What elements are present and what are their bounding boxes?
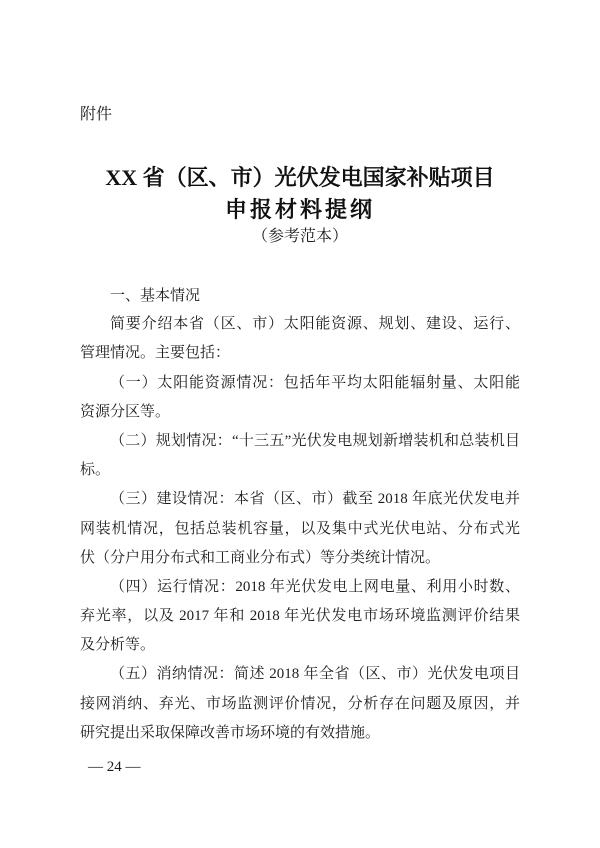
paragraph-item-4 bbox=[80, 573, 520, 661]
paragraph-line: 资源分区等。 bbox=[80, 403, 171, 420]
document-title-line-1: XX 省（区、市）光伏发电国家补贴项目 bbox=[105, 165, 495, 190]
paragraph-line: （五）消纳情况：简述 2018 年全省（区、市）光伏发电项目 bbox=[110, 666, 520, 683]
document-subtitle: （参考范本） bbox=[251, 228, 348, 245]
paragraph-item-1 bbox=[80, 369, 520, 427]
paragraph-line: 伏（分户用分布式和工商业分布式）等分类统计情况。 bbox=[80, 549, 441, 566]
document-body bbox=[80, 281, 520, 748]
paragraph-line: 管理情况。主要包括： bbox=[80, 345, 231, 362]
page-number: — 24 — bbox=[88, 759, 141, 775]
attachment-label: 附件 bbox=[80, 106, 113, 123]
paragraph-line: 简要介绍本省（区、市）太阳能资源、规划、建设、运行、 bbox=[110, 316, 520, 333]
paragraph-line: 研究提出采取保障改善市场环境的有效措施。 bbox=[80, 724, 381, 741]
paragraph-line: （三）建设情况：本省（区、市）截至 2018 年底光伏发电并 bbox=[110, 491, 520, 508]
paragraph-item-3 bbox=[80, 485, 520, 573]
paragraph-line: 及分析等。 bbox=[80, 637, 156, 654]
paragraph-line: （四）运行情况：2018 年光伏发电上网电量、利用小时数、 bbox=[110, 578, 520, 595]
paragraph-line: 网装机情况，包括总装机容量，以及集中式光伏电站、分布式光 bbox=[80, 520, 520, 537]
paragraph-item-2 bbox=[80, 427, 520, 485]
paragraph-line: （一）太阳能资源情况：包括年平均太阳能辐射量、太阳能 bbox=[110, 374, 520, 391]
section-heading: 一、基本情况 bbox=[110, 287, 201, 304]
paragraph-line: 弃光率，以及 2017 年和 2018 年光伏发电市场环境监测评价结果 bbox=[80, 608, 520, 625]
paragraph-line: 接网消纳、弃光、市场监测评价情况，分析存在问题及原因，并 bbox=[80, 695, 520, 712]
paragraph-item-5 bbox=[80, 660, 520, 748]
paragraph-intro bbox=[80, 310, 520, 368]
paragraph-line: 标。 bbox=[80, 462, 111, 479]
document-title-line-2: 申报材料提纲 bbox=[224, 197, 375, 222]
paragraph-line: （二）规划情况：“十三五”光伏发电规划新增装机和总装机目 bbox=[110, 432, 520, 449]
